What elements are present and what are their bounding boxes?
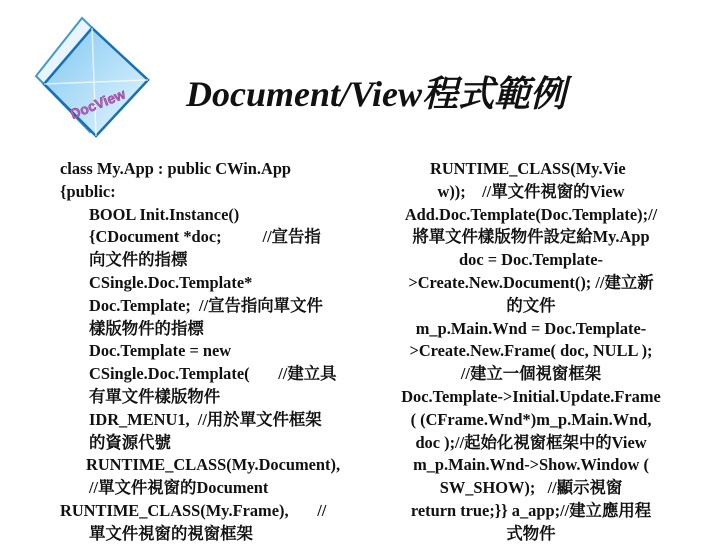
code-line: SW_SHOW); //顯示視窗 [439,478,623,498]
code-line: RUNTIME_CLASS(My.Frame), // [60,500,327,520]
code-line: 向文件的指標 [89,250,188,270]
code-line: m_p.Main.Wnd = Doc.Template- [415,318,647,338]
code-line: 樣版物件的指標 [89,318,204,338]
code-line: RUNTIME_CLASS(My.Document), [86,455,341,475]
code-line: 式物件 [506,523,556,543]
code-line: w)); //單文件視窗的View [437,181,625,201]
code-line: CSingle.Doc.Template( //建立具 [89,364,337,384]
code-line: Doc.Template; //宣告指向單文件 [89,295,323,315]
code-line: Doc.Template = new [89,341,232,361]
code-line: 有單文件樣版物件 [89,386,221,406]
code-line: 將單文件樣版物件設定給My.App [412,227,650,247]
page-title: Document/View程式範例 [186,74,567,114]
code-line: IDR_MENU1, //用於單文件框架 [89,409,322,429]
code-line: 單文件視窗的視窗框架 [89,523,253,543]
code-line: class My.App : public CWin.App [60,159,292,178]
code-line: doc = Doc.Template- [459,250,603,270]
left-code-column [60,158,360,546]
code-line: Add.Doc.Template(Doc.Template);// [404,204,658,224]
code-line: >Create.New.Document(); //建立新 [408,272,654,292]
code-line: Doc.Template->Initial.Update.Frame [401,386,661,406]
code-line: //單文件視窗的Document [89,478,269,498]
logo-lettering: DocView [67,85,128,123]
code-line: doc );//起始化視窗框架中的View [415,432,647,452]
code-line: BOOL Init.Instance() [89,204,240,224]
document-view-logo-icon [30,14,155,139]
code-line: 的文件 [506,295,556,315]
code-line: return true;}} a_app;//建立應用程 [410,500,652,520]
code-line: RUNTIME_CLASS(My.Vie [430,159,626,178]
code-line: >Create.New.Frame( doc, NULL ); [409,341,653,361]
code-line: {CDocument *doc; //宣告指 [89,227,321,247]
code-line: 的資源代號 [89,432,171,452]
code-line: {public: [60,181,116,201]
code-line: ( (CFrame.Wnd*)m_p.Main.Wnd, [410,409,652,429]
code-line: CSingle.Doc.Template* [89,272,253,292]
code-line: m_p.Main.Wnd->Show.Window ( [413,455,649,475]
right-code-column [386,158,676,546]
code-line: //建立一個視窗框架 [460,364,602,384]
